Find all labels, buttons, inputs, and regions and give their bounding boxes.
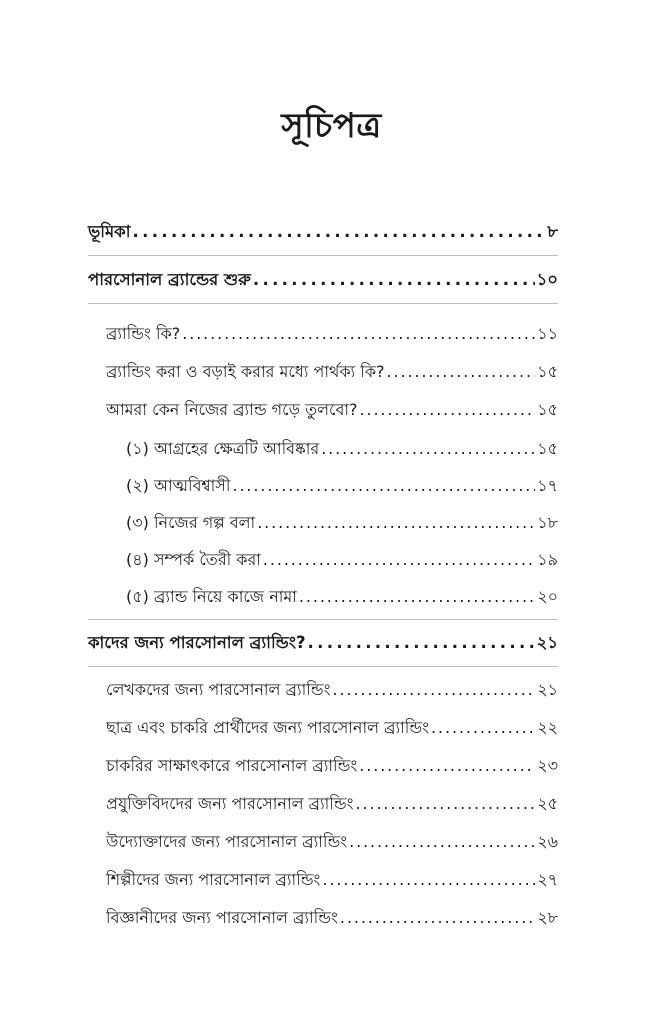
dot-leader (263, 550, 535, 570)
toc-entry (126, 439, 558, 459)
dot-leader (257, 513, 535, 533)
divider (88, 666, 558, 667)
toc-entry-label: (৪) সম্পর্ক তৈরী করা (126, 550, 261, 569)
toc-entry-page: ২০ (537, 587, 558, 606)
dot-leader (308, 633, 535, 653)
toc-entry (126, 476, 558, 496)
dot-leader (349, 832, 535, 852)
toc-entry-label: ছাত্র এবং চাকরি প্রার্থীদের জন্য পারসোনাল ব্র্যান্ডিং (106, 718, 430, 737)
toc-entry-page: ২১ (536, 633, 558, 652)
toc-entry-page: ১৫ (537, 400, 558, 419)
divider (88, 619, 558, 620)
toc-entry-label: শিল্পীদের জন্য পারসোনাল ব্র্যান্ডিং (106, 870, 321, 889)
toc-entry-label: প্রযুক্তিবিদদের জন্য পারসোনাল ব্র্যান্ডিং (106, 794, 354, 813)
toc-entry-label: (৩) নিজের গল্প বলা (126, 513, 256, 532)
toc-entry (88, 222, 558, 242)
toc-entry (106, 400, 558, 420)
toc-entry-label: উদ্যোক্তাদের জন্য পারসোনাল ব্র্যান্ডিং (106, 832, 348, 851)
dot-leader (299, 587, 535, 607)
toc-entry (126, 513, 558, 533)
toc-entry-page: ২৭ (537, 870, 558, 889)
toc-entry (106, 324, 558, 344)
dot-leader (182, 324, 535, 344)
toc-entry-label: লেখকদের জন্য পারসোনাল ব্র্যান্ডিং (106, 680, 331, 699)
toc-entry-label: ব্র্যান্ডিং করা ও বড়াই করার মধ্যে পার্থক্য কি? (106, 362, 385, 381)
toc-entry-page: ৮ (547, 222, 558, 241)
toc-entry-label: (৫) ব্র্যান্ড নিয়ে কাজে নামা (126, 587, 297, 606)
toc-entry-page: ১০ (536, 270, 558, 289)
toc-entry (126, 587, 558, 607)
dot-leader (253, 270, 535, 290)
toc-entry-page: ২৩ (537, 756, 558, 775)
toc-entry-page: ১৯ (537, 550, 558, 569)
table-of-contents (88, 222, 558, 928)
toc-entry-page: ২৮ (537, 908, 558, 927)
toc-entry-label: চাকরির সাক্ষাৎকারে পারসোনাল ব্র্যান্ডিং (106, 756, 358, 775)
dot-leader (232, 476, 535, 496)
toc-entry (106, 718, 558, 738)
dot-leader (431, 718, 535, 738)
toc-entry (106, 794, 558, 814)
divider (88, 255, 558, 256)
toc-entry-label: (১) আগ্রহের ক্ষেত্রটি আবিষ্কার (126, 439, 320, 458)
toc-entry-page: ২৫ (537, 794, 558, 813)
toc-entry-label: ব্র্যান্ডিং কি? (106, 324, 181, 343)
toc-entry-label: আমরা কেন নিজের ব্র্যান্ড গড়ে তুলবো? (106, 400, 358, 419)
dot-leader (332, 680, 535, 700)
toc-entry (106, 756, 558, 776)
toc-entry-label: (২) আত্মবিশ্বাসী (126, 476, 231, 495)
dot-leader (133, 222, 546, 242)
toc-entry-page: ১১ (537, 324, 558, 343)
toc-entry (126, 550, 558, 570)
toc-entry (88, 270, 558, 290)
dot-leader (321, 439, 535, 459)
toc-entry (106, 362, 558, 382)
toc-entry (106, 908, 558, 928)
toc-entry (106, 870, 558, 890)
toc-entry-page: ১৭ (537, 476, 558, 495)
toc-entry-label: ভূমিকা (88, 222, 131, 241)
dot-leader (322, 870, 535, 890)
toc-entry-page: ১৮ (537, 513, 558, 532)
toc-entry-page: ২৬ (537, 832, 558, 851)
dot-leader (340, 908, 535, 928)
page-title: সূচিপত্র (281, 106, 382, 146)
divider (88, 303, 558, 304)
toc-entry (106, 832, 558, 852)
dot-leader (360, 400, 536, 420)
toc-entry-page: ১৫ (537, 362, 558, 381)
toc-entry-label: কাদের জন্য পারসোনাল ব্র্যান্ডিং? (88, 633, 306, 652)
toc-entry-page: ২২ (537, 718, 558, 737)
toc-entry-page: ২১ (537, 680, 558, 699)
dot-leader (356, 794, 536, 814)
toc-entry (106, 680, 558, 700)
dot-leader (359, 756, 535, 776)
dot-leader (387, 362, 536, 382)
toc-entry-label: পারসোনাল ব্র্যান্ডের শুরু (88, 270, 251, 289)
toc-entry (88, 633, 558, 653)
toc-entry-label: বিজ্ঞানীদের জন্য পারসোনাল ব্র্যান্ডিং (106, 908, 338, 927)
toc-entry-page: ১৫ (537, 439, 558, 458)
